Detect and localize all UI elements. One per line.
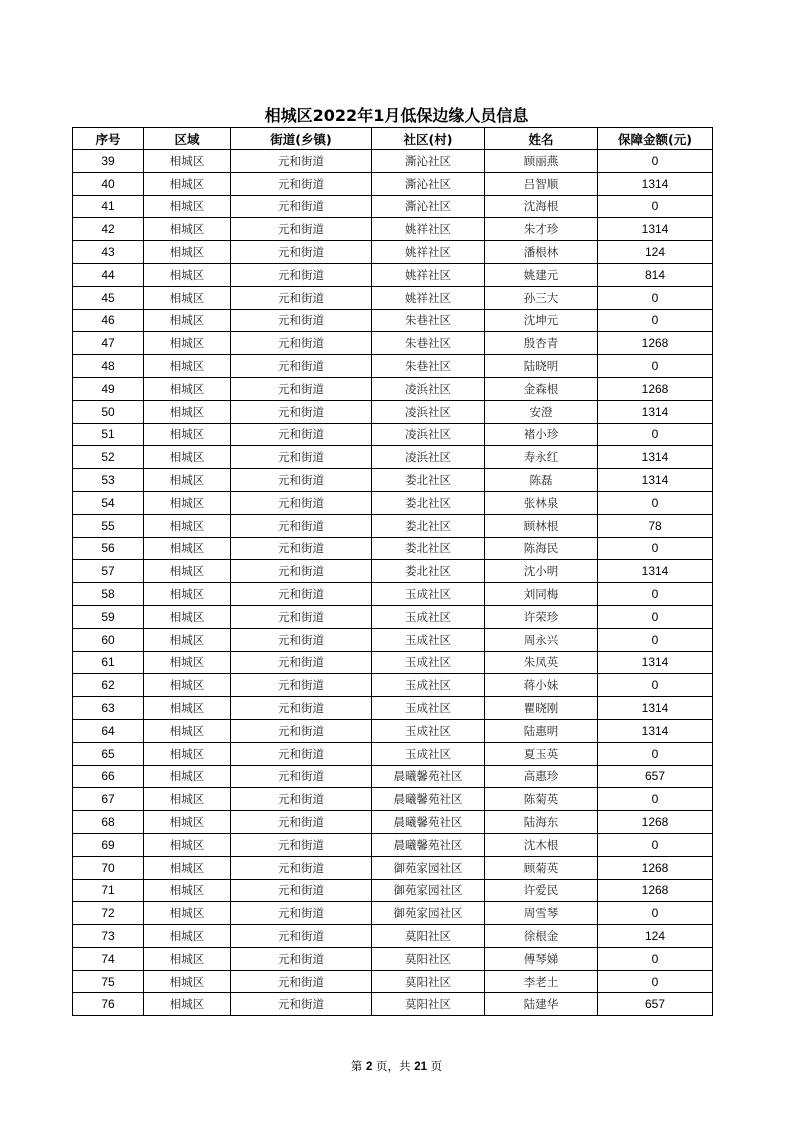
cell-index: 53: [73, 469, 144, 492]
cell-street: 元和街道: [231, 195, 372, 218]
cell-street: 元和街道: [231, 697, 372, 720]
cell-index: 63: [73, 697, 144, 720]
cell-amount: 0: [598, 947, 713, 970]
cell-name: 许爱民: [485, 879, 598, 902]
header-amount: 保障金额(元): [598, 128, 713, 150]
header-index: 序号: [73, 128, 144, 150]
header-street: 街道(乡镇): [231, 128, 372, 150]
cell-amount: 0: [598, 355, 713, 378]
footer-mid: 页，共: [376, 1059, 411, 1073]
cell-index: 47: [73, 332, 144, 355]
cell-district: 相城区: [144, 446, 231, 469]
table-row: [73, 514, 713, 537]
cell-community: 姚祥社区: [372, 218, 485, 241]
cell-district: 相城区: [144, 947, 231, 970]
cell-community: 澌沁社区: [372, 195, 485, 218]
cell-amount: 1268: [598, 332, 713, 355]
cell-index: 50: [73, 400, 144, 423]
table-body: [73, 150, 713, 1016]
table-row: [73, 195, 713, 218]
cell-amount: 657: [598, 765, 713, 788]
cell-street: 元和街道: [231, 377, 372, 400]
cell-amount: 0: [598, 309, 713, 332]
cell-community: 娄北社区: [372, 469, 485, 492]
cell-district: 相城区: [144, 355, 231, 378]
cell-amount: 0: [598, 583, 713, 606]
cell-community: 娄北社区: [372, 560, 485, 583]
cell-district: 相城区: [144, 332, 231, 355]
header-district: 区域: [144, 128, 231, 150]
cell-index: 67: [73, 788, 144, 811]
cell-district: 相城区: [144, 286, 231, 309]
cell-community: 娄北社区: [372, 491, 485, 514]
cell-name: 朱凤英: [485, 651, 598, 674]
cell-name: 许荣珍: [485, 605, 598, 628]
cell-district: 相城区: [144, 605, 231, 628]
cell-name: 陆海东: [485, 811, 598, 834]
cell-district: 相城区: [144, 811, 231, 834]
cell-name: 寿永红: [485, 446, 598, 469]
cell-district: 相城区: [144, 514, 231, 537]
header-name: 姓名: [485, 128, 598, 150]
cell-district: 相城区: [144, 833, 231, 856]
cell-index: 75: [73, 970, 144, 993]
cell-name: 潘根林: [485, 241, 598, 264]
cell-name: 周永兴: [485, 628, 598, 651]
cell-district: 相城区: [144, 993, 231, 1016]
cell-name: 夏玉英: [485, 742, 598, 765]
cell-street: 元和街道: [231, 902, 372, 925]
cell-community: 凌浜社区: [372, 377, 485, 400]
table-row: [73, 605, 713, 628]
cell-amount: 0: [598, 788, 713, 811]
cell-index: 58: [73, 583, 144, 606]
cell-community: 澌沁社区: [372, 172, 485, 195]
cell-index: 40: [73, 172, 144, 195]
cell-amount: 657: [598, 993, 713, 1016]
cell-name: 陆建华: [485, 993, 598, 1016]
cell-street: 元和街道: [231, 651, 372, 674]
cell-name: 沈小明: [485, 560, 598, 583]
cell-index: 76: [73, 993, 144, 1016]
cell-street: 元和街道: [231, 263, 372, 286]
cell-street: 元和街道: [231, 491, 372, 514]
cell-community: 玉成社区: [372, 651, 485, 674]
cell-community: 玉成社区: [372, 628, 485, 651]
cell-index: 54: [73, 491, 144, 514]
table-row: [73, 811, 713, 834]
footer-suffix: 页: [430, 1059, 443, 1073]
cell-amount: 0: [598, 833, 713, 856]
cell-street: 元和街道: [231, 332, 372, 355]
cell-amount: 1314: [598, 172, 713, 195]
cell-index: 59: [73, 605, 144, 628]
cell-amount: 0: [598, 605, 713, 628]
cell-district: 相城区: [144, 172, 231, 195]
table-row: [73, 355, 713, 378]
cell-index: 70: [73, 856, 144, 879]
cell-index: 56: [73, 537, 144, 560]
cell-street: 元和街道: [231, 856, 372, 879]
cell-street: 元和街道: [231, 993, 372, 1016]
cell-community: 朱巷社区: [372, 355, 485, 378]
cell-name: 李老土: [485, 970, 598, 993]
table-row: [73, 993, 713, 1016]
table-row: [73, 332, 713, 355]
cell-district: 相城区: [144, 628, 231, 651]
cell-district: 相城区: [144, 742, 231, 765]
cell-name: 徐根金: [485, 925, 598, 948]
footer-prefix: 第: [350, 1059, 363, 1073]
cell-community: 玉成社区: [372, 674, 485, 697]
table-row: [73, 970, 713, 993]
table-row: [73, 150, 713, 173]
cell-name: 陆惠明: [485, 719, 598, 742]
cell-community: 莫阳社区: [372, 925, 485, 948]
cell-district: 相城区: [144, 150, 231, 173]
cell-index: 64: [73, 719, 144, 742]
cell-amount: 0: [598, 286, 713, 309]
cell-name: 周雪琴: [485, 902, 598, 925]
cell-community: 朱巷社区: [372, 332, 485, 355]
cell-district: 相城区: [144, 377, 231, 400]
table-row: [73, 742, 713, 765]
cell-street: 元和街道: [231, 879, 372, 902]
cell-index: 57: [73, 560, 144, 583]
cell-name: 瞿晓刚: [485, 697, 598, 720]
cell-community: 姚祥社区: [372, 241, 485, 264]
cell-index: 72: [73, 902, 144, 925]
cell-name: 安澄: [485, 400, 598, 423]
cell-name: 孙三大: [485, 286, 598, 309]
cell-name: 褚小珍: [485, 423, 598, 446]
cell-name: 顾林根: [485, 514, 598, 537]
cell-street: 元和街道: [231, 947, 372, 970]
cell-community: 莫阳社区: [372, 947, 485, 970]
cell-index: 49: [73, 377, 144, 400]
cell-name: 沈木根: [485, 833, 598, 856]
table-row: [73, 469, 713, 492]
table-row: [73, 537, 713, 560]
cell-amount: 0: [598, 491, 713, 514]
cell-community: 晨曦馨苑社区: [372, 811, 485, 834]
table-row: [73, 765, 713, 788]
cell-name: 陈磊: [485, 469, 598, 492]
cell-index: 61: [73, 651, 144, 674]
cell-community: 晨曦馨苑社区: [372, 788, 485, 811]
table-row: [73, 947, 713, 970]
cell-name: 刘同梅: [485, 583, 598, 606]
cell-amount: 814: [598, 263, 713, 286]
cell-amount: 0: [598, 537, 713, 560]
cell-name: 张林泉: [485, 491, 598, 514]
cell-index: 39: [73, 150, 144, 173]
cell-district: 相城区: [144, 925, 231, 948]
cell-name: 沈坤元: [485, 309, 598, 332]
table-row: [73, 628, 713, 651]
cell-community: 凌浜社区: [372, 400, 485, 423]
table-row: [73, 491, 713, 514]
cell-amount: 1314: [598, 651, 713, 674]
cell-district: 相城区: [144, 583, 231, 606]
table-row: [73, 241, 713, 264]
cell-district: 相城区: [144, 263, 231, 286]
cell-street: 元和街道: [231, 218, 372, 241]
cell-index: 69: [73, 833, 144, 856]
table-row: [73, 925, 713, 948]
cell-community: 娄北社区: [372, 537, 485, 560]
cell-district: 相城区: [144, 423, 231, 446]
cell-amount: 0: [598, 742, 713, 765]
cell-index: 55: [73, 514, 144, 537]
cell-district: 相城区: [144, 719, 231, 742]
cell-index: 60: [73, 628, 144, 651]
cell-district: 相城区: [144, 469, 231, 492]
cell-name: 陈菊英: [485, 788, 598, 811]
cell-street: 元和街道: [231, 605, 372, 628]
cell-community: 朱巷社区: [372, 309, 485, 332]
cell-district: 相城区: [144, 879, 231, 902]
cell-name: 顾菊英: [485, 856, 598, 879]
cell-street: 元和街道: [231, 286, 372, 309]
cell-amount: 1314: [598, 697, 713, 720]
cell-street: 元和街道: [231, 628, 372, 651]
cell-name: 金森根: [485, 377, 598, 400]
cell-community: 凌浜社区: [372, 446, 485, 469]
cell-amount: 0: [598, 150, 713, 173]
table-row: [73, 172, 713, 195]
cell-street: 元和街道: [231, 400, 372, 423]
cell-street: 元和街道: [231, 309, 372, 332]
cell-district: 相城区: [144, 902, 231, 925]
cell-district: 相城区: [144, 241, 231, 264]
cell-name: 姚建元: [485, 263, 598, 286]
cell-name: 沈海根: [485, 195, 598, 218]
cell-amount: 1314: [598, 469, 713, 492]
cell-amount: 1314: [598, 560, 713, 583]
cell-name: 殷杏青: [485, 332, 598, 355]
header-community: 社区(村): [372, 128, 485, 150]
table-row: [73, 788, 713, 811]
cell-amount: 0: [598, 628, 713, 651]
table-row: [73, 263, 713, 286]
cell-community: 玉成社区: [372, 719, 485, 742]
cell-street: 元和街道: [231, 423, 372, 446]
table-row: [73, 286, 713, 309]
cell-street: 元和街道: [231, 241, 372, 264]
cell-index: 41: [73, 195, 144, 218]
table-row: [73, 218, 713, 241]
cell-amount: 1314: [598, 400, 713, 423]
cell-name: 顾丽燕: [485, 150, 598, 173]
cell-street: 元和街道: [231, 742, 372, 765]
table-header-row: [73, 128, 713, 150]
cell-community: 御苑家园社区: [372, 879, 485, 902]
cell-amount: 1268: [598, 856, 713, 879]
cell-index: 44: [73, 263, 144, 286]
cell-street: 元和街道: [231, 970, 372, 993]
cell-district: 相城区: [144, 309, 231, 332]
cell-index: 74: [73, 947, 144, 970]
cell-street: 元和街道: [231, 514, 372, 537]
cell-community: 玉成社区: [372, 583, 485, 606]
cell-index: 65: [73, 742, 144, 765]
cell-community: 玉成社区: [372, 742, 485, 765]
cell-index: 52: [73, 446, 144, 469]
cell-name: 朱才珍: [485, 218, 598, 241]
table-row: [73, 446, 713, 469]
cell-district: 相城区: [144, 537, 231, 560]
page-footer: [0, 1058, 793, 1074]
cell-community: 姚祥社区: [372, 286, 485, 309]
cell-street: 元和街道: [231, 925, 372, 948]
cell-street: 元和街道: [231, 172, 372, 195]
cell-community: 玉成社区: [372, 697, 485, 720]
cell-district: 相城区: [144, 218, 231, 241]
cell-index: 68: [73, 811, 144, 834]
cell-street: 元和街道: [231, 446, 372, 469]
table-row: [73, 697, 713, 720]
table-row: [73, 879, 713, 902]
cell-name: 陆晓明: [485, 355, 598, 378]
table-row: [73, 856, 713, 879]
cell-index: 48: [73, 355, 144, 378]
cell-street: 元和街道: [231, 150, 372, 173]
table-row: [73, 309, 713, 332]
cell-district: 相城区: [144, 560, 231, 583]
cell-amount: 0: [598, 970, 713, 993]
cell-community: 御苑家园社区: [372, 856, 485, 879]
cell-district: 相城区: [144, 765, 231, 788]
cell-name: 吕智顺: [485, 172, 598, 195]
cell-amount: 0: [598, 195, 713, 218]
cell-community: 莫阳社区: [372, 970, 485, 993]
cell-amount: 0: [598, 674, 713, 697]
cell-amount: 1268: [598, 377, 713, 400]
cell-street: 元和街道: [231, 355, 372, 378]
table-row: [73, 583, 713, 606]
cell-district: 相城区: [144, 491, 231, 514]
cell-community: 莫阳社区: [372, 993, 485, 1016]
cell-amount: 0: [598, 423, 713, 446]
cell-street: 元和街道: [231, 537, 372, 560]
cell-street: 元和街道: [231, 583, 372, 606]
cell-district: 相城区: [144, 651, 231, 674]
cell-index: 45: [73, 286, 144, 309]
table-row: [73, 377, 713, 400]
cell-name: 蒋小妹: [485, 674, 598, 697]
cell-amount: 1314: [598, 218, 713, 241]
table-row: [73, 833, 713, 856]
cell-index: 71: [73, 879, 144, 902]
recipients-table: [72, 127, 713, 1016]
cell-street: 元和街道: [231, 833, 372, 856]
cell-street: 元和街道: [231, 811, 372, 834]
table-row: [73, 560, 713, 583]
cell-name: 陈海民: [485, 537, 598, 560]
cell-index: 46: [73, 309, 144, 332]
table-row: [73, 902, 713, 925]
cell-community: 玉成社区: [372, 605, 485, 628]
cell-amount: 1314: [598, 719, 713, 742]
cell-index: 62: [73, 674, 144, 697]
cell-street: 元和街道: [231, 674, 372, 697]
table-row: [73, 400, 713, 423]
table-row: [73, 674, 713, 697]
cell-district: 相城区: [144, 400, 231, 423]
cell-community: 澌沁社区: [372, 150, 485, 173]
document-title: 相城区2022年1月低保边缘人员信息: [264, 106, 529, 125]
table-row: [73, 423, 713, 446]
cell-index: 51: [73, 423, 144, 446]
cell-community: 晨曦馨苑社区: [372, 833, 485, 856]
cell-amount: 1268: [598, 811, 713, 834]
cell-district: 相城区: [144, 856, 231, 879]
table-row: [73, 651, 713, 674]
cell-street: 元和街道: [231, 788, 372, 811]
cell-index: 42: [73, 218, 144, 241]
cell-community: 凌浜社区: [372, 423, 485, 446]
cell-street: 元和街道: [231, 765, 372, 788]
cell-index: 66: [73, 765, 144, 788]
footer-total-pages: 21: [414, 1061, 427, 1073]
cell-index: 73: [73, 925, 144, 948]
cell-district: 相城区: [144, 788, 231, 811]
cell-amount: 1314: [598, 446, 713, 469]
footer-page-number: 2: [365, 1061, 373, 1073]
cell-community: 娄北社区: [372, 514, 485, 537]
cell-district: 相城区: [144, 697, 231, 720]
cell-street: 元和街道: [231, 469, 372, 492]
cell-street: 元和街道: [231, 719, 372, 742]
cell-amount: 124: [598, 241, 713, 264]
table-row: [73, 719, 713, 742]
cell-district: 相城区: [144, 674, 231, 697]
cell-name: 傅琴娣: [485, 947, 598, 970]
cell-community: 御苑家园社区: [372, 902, 485, 925]
cell-district: 相城区: [144, 970, 231, 993]
cell-name: 高惠珍: [485, 765, 598, 788]
cell-amount: 78: [598, 514, 713, 537]
cell-district: 相城区: [144, 195, 231, 218]
cell-community: 晨曦馨苑社区: [372, 765, 485, 788]
cell-community: 姚祥社区: [372, 263, 485, 286]
cell-amount: 0: [598, 902, 713, 925]
cell-amount: 1268: [598, 879, 713, 902]
cell-street: 元和街道: [231, 560, 372, 583]
cell-index: 43: [73, 241, 144, 264]
cell-amount: 124: [598, 925, 713, 948]
